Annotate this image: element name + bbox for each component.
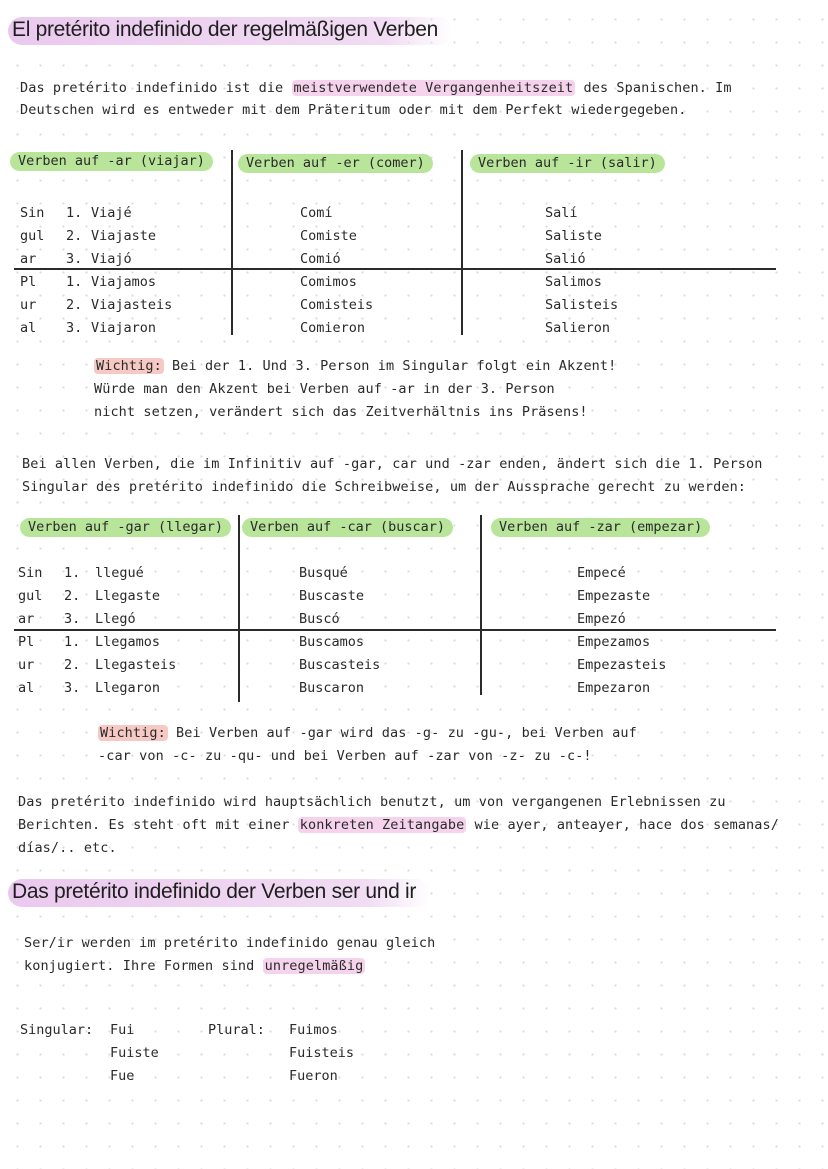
row-labels (18, 562, 48, 700)
row-number: 3. (66, 251, 83, 267)
plural-label: Plural: (208, 1022, 265, 1038)
singular-label: Singular: (20, 1022, 94, 1038)
verb-form: Comió (300, 251, 341, 267)
verb-form: Fuimos (289, 1022, 338, 1038)
column-car (299, 562, 380, 700)
row-label: Sin (20, 205, 45, 221)
note-1-line-2: Würde man den Akzent bei Verben auf -ar in der 3. Person (94, 381, 555, 397)
row-label: ur (20, 297, 37, 313)
column-ar (91, 202, 172, 340)
header-ir: Verben auf -ir (salir) (470, 154, 665, 173)
para-text: wie ayer, anteayer, hace dos semanas/ (466, 817, 779, 833)
header-car: Verben auf -car (buscar) (242, 518, 453, 537)
row-label: al (18, 680, 35, 696)
wichtig-label: Wichtig: (96, 358, 162, 374)
verb-form: Llegó (95, 611, 136, 627)
intro-line-1 (20, 77, 732, 100)
verb-form: Viajaste (91, 228, 157, 244)
verb-form: Buscasteis (299, 657, 381, 673)
row-number: 1. (66, 274, 83, 290)
highlight-zeitangabe: konkreten Zeitangabe (299, 817, 465, 833)
row-label: Pl (18, 634, 35, 650)
intro-line-2: Deutschen wird es entweder mit dem Präteritum oder mit dem Perfekt wiedergegeben. (20, 102, 687, 118)
verb-form: llegué (95, 565, 144, 581)
para-text: konjugiert. Ihre Formen sind (24, 958, 263, 974)
row-number: 2. (66, 297, 83, 313)
row-label: ar (18, 611, 35, 627)
verb-form: Empezaron (577, 680, 651, 696)
header-er: Verben auf -er (comer) (238, 154, 433, 173)
verb-form: Fui (110, 1022, 135, 1038)
row-numbers (64, 562, 80, 700)
para-4-line-1: Ser/ir werden im pretérito indefinido genau gleich (24, 935, 436, 951)
row-label: ar (20, 251, 37, 267)
row-number: 2. (64, 657, 81, 673)
verb-form: Viajé (91, 205, 132, 221)
verb-form: Salisteis (545, 297, 619, 313)
header-zar: Verben auf -zar (empezar) (491, 518, 710, 537)
verb-form: Fuiste (110, 1045, 159, 1061)
verb-form: Saliste (545, 228, 602, 244)
verb-form: Salí (545, 205, 578, 221)
verb-form: Viajó (91, 251, 132, 267)
wichtig-label: Wichtig: (100, 725, 166, 741)
table-divider (480, 515, 482, 695)
note-2-line-1 (98, 722, 637, 745)
verb-form: Viajasteis (91, 297, 173, 313)
row-numbers (66, 202, 82, 340)
note-1-line-3: nicht setzen, verändert sich das Zeitverhältnis ins Präsens! (94, 404, 588, 420)
verb-form: Llegasteis (95, 657, 177, 673)
verb-form: Llegaste (95, 588, 161, 604)
verb-form: Comieron (300, 320, 366, 336)
table-divider (231, 150, 233, 335)
header-gar: Verben auf -gar (llegar) (20, 518, 231, 537)
row-label: Sin (18, 565, 43, 581)
section-title-ser-ir: Das pretérito indefinido der Verben ser und ir (8, 879, 430, 907)
row-label: gul (20, 228, 45, 244)
column-er (300, 202, 373, 340)
para-2-line-2: Singular des pretérito indefinido die Schreibweise, um der Aussprache gerecht zu werden: (22, 479, 747, 495)
note-2-line-2: -car von -c- zu -qu- und bei Verben auf -zar von -z- zu -c-! (98, 748, 592, 764)
para-4-line-2 (24, 955, 365, 978)
note-1-line-1 (94, 355, 616, 378)
header-ar: Verben auf -ar (viajar) (10, 152, 213, 171)
verb-form: Comiste (300, 228, 357, 244)
page-title: El pretérito indefinido der regelmäßigen Verben (8, 17, 452, 45)
verb-form: Llegamos (95, 634, 161, 650)
verb-form: Buscaste (299, 588, 365, 604)
column-ir (545, 202, 618, 340)
verb-form: Empezó (577, 611, 626, 627)
verb-form: Fuisteis (289, 1045, 355, 1061)
row-number: 2. (64, 588, 81, 604)
para-text: Berichten. Es steht oft mit einer (18, 817, 298, 833)
verb-form: Viajaron (91, 320, 157, 336)
column-zar (577, 562, 666, 700)
highlight-unregelmaessig: unregelmäßig (264, 958, 364, 974)
verb-form: Salimos (545, 274, 602, 290)
verb-form: Comí (300, 205, 333, 221)
verb-form: Empecé (577, 565, 626, 581)
singular-forms (110, 1019, 159, 1088)
note-text: Bei Verben auf -gar wird das -g- zu -gu-, bei Verben auf (167, 725, 637, 741)
row-label: ur (18, 657, 35, 673)
verb-form: Buscaron (299, 680, 365, 696)
verb-form: Buscó (299, 611, 340, 627)
row-number: 1. (64, 634, 81, 650)
verb-form: Viajamos (91, 274, 157, 290)
verb-form: Fueron (289, 1068, 338, 1084)
row-number: 2. (66, 228, 83, 244)
para-3-line-2 (18, 814, 779, 837)
verb-form: Comimos (300, 274, 357, 290)
row-number: 3. (66, 320, 83, 336)
note-text: Bei der 1. Und 3. Person im Singular folgt ein Akzent! (163, 358, 617, 374)
row-labels (20, 202, 50, 340)
para-3-line-1: Das pretérito indefinido wird hauptsächlich benutzt, um von vergangenen Erlebnissen zu (18, 794, 726, 810)
verb-form: Comisteis (300, 297, 374, 313)
row-number: 1. (64, 565, 81, 581)
verb-form: Empezamos (577, 634, 651, 650)
verb-form: Empezaste (577, 588, 651, 604)
column-gar (95, 562, 176, 700)
row-label: gul (18, 588, 43, 604)
row-label: al (20, 320, 37, 336)
row-label: Pl (20, 274, 37, 290)
plural-forms (289, 1019, 354, 1088)
row-number: 3. (64, 680, 81, 696)
table-divider (238, 515, 240, 702)
intro-text: des Spanischen. Im (575, 80, 732, 96)
intro-text: Das pretérito indefinido ist die (20, 80, 292, 96)
verb-form: Empezasteis (577, 657, 667, 673)
row-number: 3. (64, 611, 81, 627)
verb-form: Llegaron (95, 680, 161, 696)
table-divider (461, 150, 463, 335)
verb-form: Buscamos (299, 634, 365, 650)
verb-form: Salió (545, 251, 586, 267)
para-2-line-1: Bei allen Verben, die im Infinitiv auf -gar, car und -zar enden, ändert sich die 1. Person (22, 456, 763, 472)
highlight-meistverwendet: meistverwendete Vergangenheitszeit (293, 80, 574, 96)
verb-form: Salieron (545, 320, 611, 336)
para-3-line-3: días/.. etc. (18, 840, 117, 856)
row-number: 1. (66, 205, 83, 221)
verb-form: Busqué (299, 565, 348, 581)
verb-form: Fue (110, 1068, 135, 1084)
